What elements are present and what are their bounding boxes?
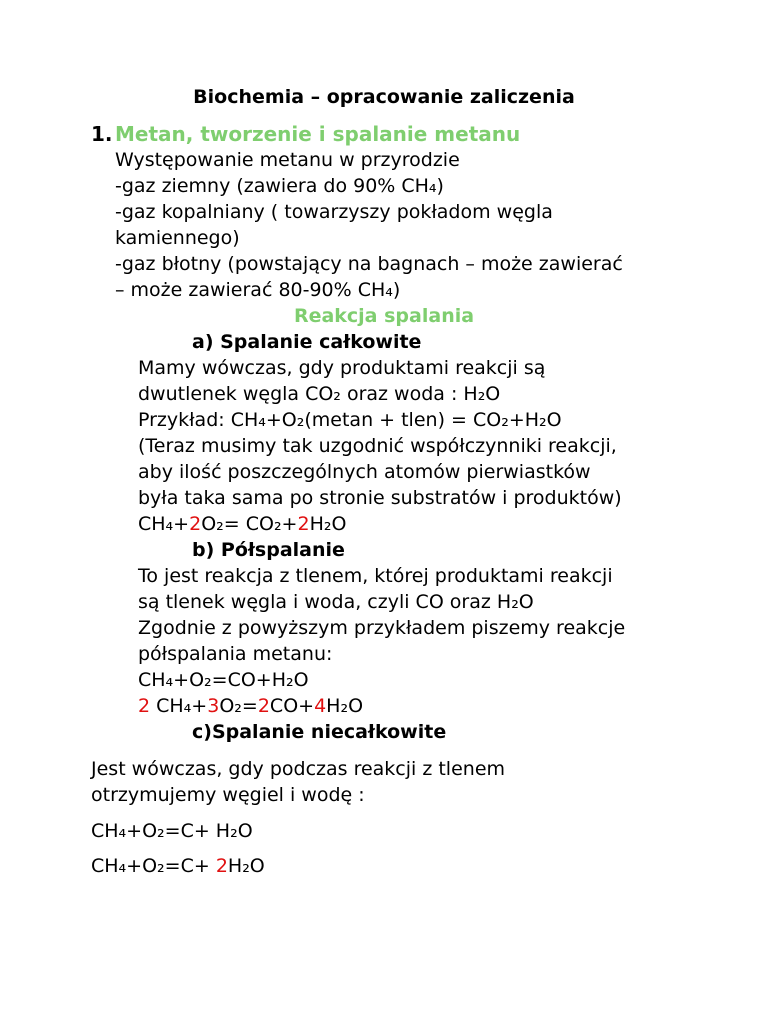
text-line: Zgodnie z powyższym przykładem piszemy reakcje	[138, 617, 626, 639]
text-line: kamiennego)	[115, 227, 240, 249]
text-line: Przykład: CH₄+O₂(metan + tlen) = CO₂+H₂O	[138, 409, 562, 431]
text-line: Występowanie metanu w przyrodzie	[115, 149, 460, 171]
text-line: -gaz błotny (powstający na bagnach – może zawierać	[115, 253, 623, 275]
text-line: są tlenek węgla i woda, czyli CO oraz H₂O	[138, 591, 534, 613]
text-line: (Teraz musimy tak uzgodnić współczynniki reakcji,	[138, 435, 617, 457]
text-line: aby ilość poszczególnych atomów pierwiastków	[138, 461, 591, 483]
equation-b: 2 CH₄+3O₂=2CO+4H₂O	[138, 695, 364, 717]
subsection-heading: Reakcja spalania	[293, 305, 475, 327]
equation-c2: CH₄+O₂=C+ 2H₂O	[91, 855, 265, 877]
text-line: otrzymujemy węgiel i wodę :	[91, 784, 365, 806]
section-heading: Metan, tworzenie i spalanie metanu	[115, 122, 521, 146]
text-line: CH₄+O₂=CO+H₂O	[138, 669, 309, 691]
text-line: półspalania metanu:	[138, 643, 333, 665]
equation-c1: CH₄+O₂=C+ H₂O	[91, 820, 253, 842]
section-number: 1.	[91, 122, 113, 146]
text-line: była taka sama po stronie substratów i produktów)	[138, 487, 622, 509]
equation-a: CH₄+2O₂= CO₂+2H₂O	[138, 513, 347, 535]
part-b-label: b) Półspalanie	[192, 539, 345, 561]
text-line: – może zawierać 80-90% CH₄)	[115, 279, 401, 301]
part-c-label: c)Spalanie niecałkowite	[192, 721, 447, 743]
part-a-label: a) Spalanie całkowite	[192, 331, 422, 353]
text-line: -gaz ziemny (zawiera do 90% CH₄)	[115, 175, 444, 197]
text-line: To jest reakcja z tlenem, której produktami reakcji	[138, 565, 613, 587]
text-line: Jest wówczas, gdy podczas reakcji z tlenem	[91, 758, 506, 780]
text-line: -gaz kopalniany ( towarzyszy pokładom węgla	[115, 201, 553, 223]
text-line: dwutlenek węgla CO₂ oraz woda : H₂O	[138, 383, 501, 405]
document-title: Biochemia – opracowanie zaliczenia	[193, 86, 575, 108]
text-line: Mamy wówczas, gdy produktami reakcji są	[138, 357, 546, 379]
